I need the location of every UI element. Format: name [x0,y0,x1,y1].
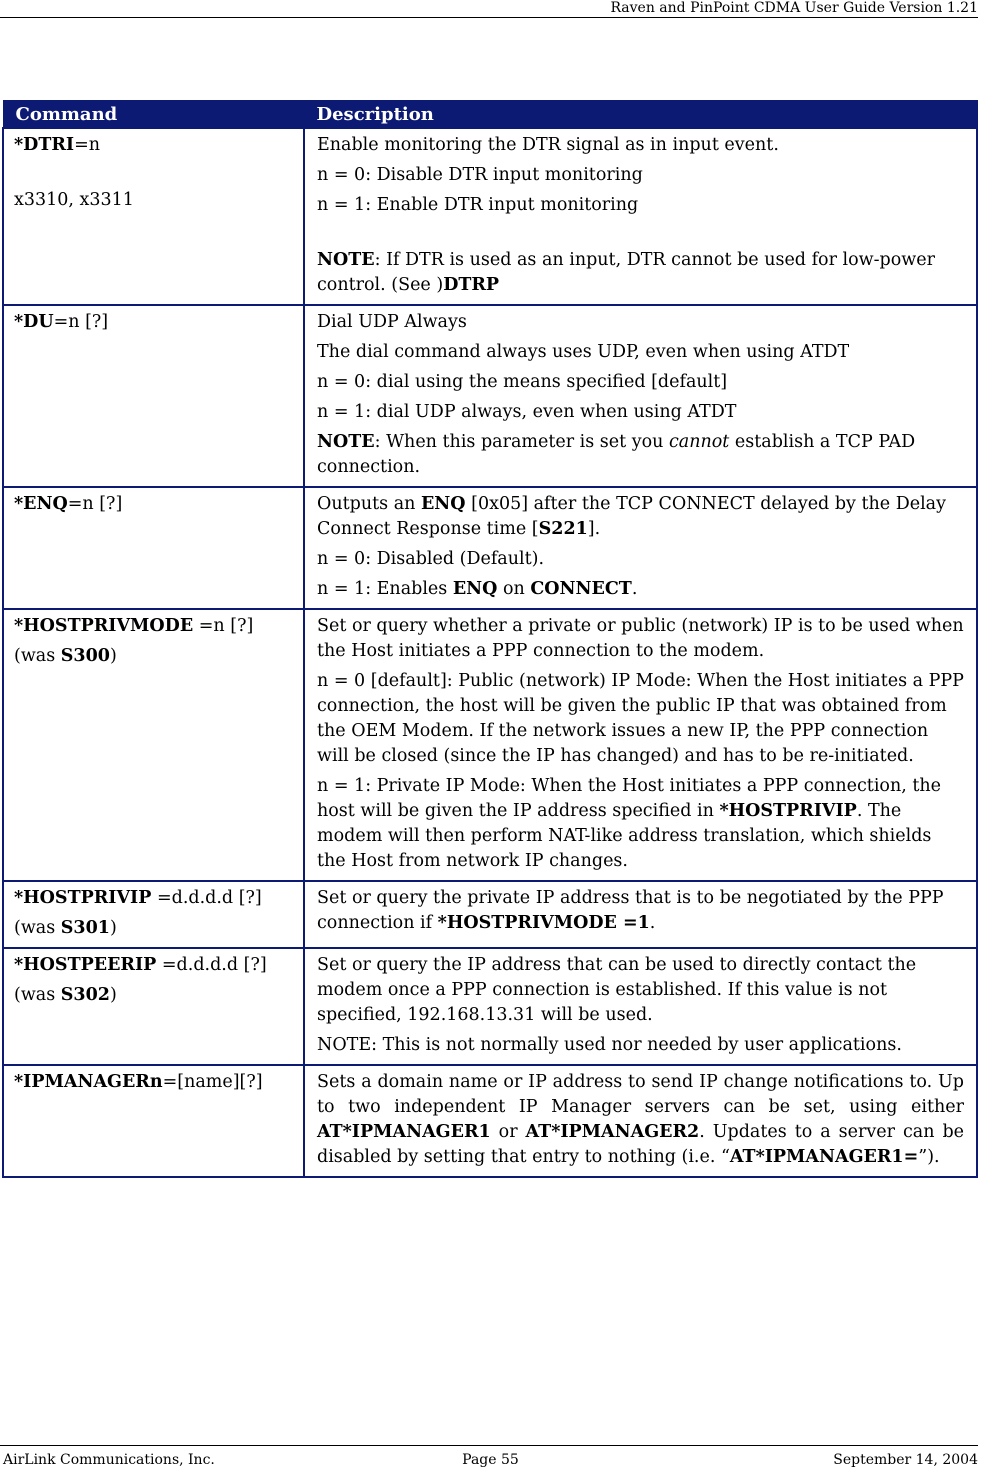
text: ) [109,646,117,666]
table-row [3,305,977,487]
command-line [14,614,299,639]
text: Dial UDP Always [317,312,467,332]
spacer [317,223,964,248]
description-line [317,774,964,874]
description-line [317,577,964,602]
text: =n [74,135,101,155]
table-row [3,881,977,948]
bold-text: AT*IPMANAGER2 [525,1122,700,1142]
text: . [631,579,638,599]
text: n = 1: Enable DTR input monitoring [317,195,639,215]
spacer [14,163,299,188]
text: (was [14,918,61,938]
command-line [14,188,299,213]
text: establish a TCP PAD connection. [317,432,916,477]
text: =d.d.d.d [?] [151,888,262,908]
description-cell [304,487,977,609]
page-header: Raven and PinPoint CDMA User Guide Version 1.21 [610,0,978,16]
command-line [14,916,299,941]
text: on [497,579,531,599]
bold-text: AT*IPMANAGER1= [729,1147,919,1167]
text: n = 0: Disable DTR input monitoring [317,165,643,185]
description-cell [304,1065,977,1177]
text: n = 0 [default]: Public (network) IP Mode: When the Host initiates a PPP connection, the host will be given the public IP that was obtained from the OEM Modem. If the network issues a new IP, the PPP connection will be closed (since the IP has changed) and has to be re-initiated. [317,671,964,766]
text: =n [?] [67,494,123,514]
page-footer [3,1452,978,1468]
description-cell [304,948,977,1065]
description-line [317,163,964,188]
command-table [2,100,978,1178]
command-cell [3,609,304,881]
table-header-row [3,101,977,129]
text: n = 1: Enables [317,579,453,599]
text: (was [14,646,61,666]
bold-text: *DTRI [14,135,75,155]
bold-text: S300 [60,646,110,666]
description-cell [304,305,977,487]
description-line [317,430,964,480]
text: . The modem will then perform NAT-like address translation, which shields the Host from network IP changes. [317,801,932,871]
text: . [649,913,656,933]
text: ”). [918,1147,940,1167]
column-header-command: Command [3,101,304,129]
bold-text: *DU [14,312,54,332]
text: x3310, x3311 [14,190,134,210]
description-line [317,370,964,395]
footer-page-number: Page 55 [462,1452,519,1468]
description-line [317,614,964,664]
command-cell [3,487,304,609]
bold-text: *IPMANAGERn [14,1072,163,1092]
text: [0x05] after the TCP CONNECT delayed by the Delay Connect Response time [ [317,494,947,539]
command-cell [3,128,304,305]
description-line [317,1033,964,1058]
description-line [317,193,964,218]
text: Set or query whether a private or public (network) IP is to be used when the Host initiates a PPP connection to the modem. [317,616,964,661]
footer-company: AirLink Communications, Inc. [3,1452,215,1468]
table-row [3,948,977,1065]
bold-text: *HOSTPRIVIP [719,801,857,821]
text: Set or query the private IP address that is to be negotiated by the PPP connection if [317,888,944,933]
description-line [317,886,964,936]
description-cell [304,609,977,881]
text: n = 1: dial UDP always, even when using ATDT [317,402,737,422]
bold-text: *HOSTPRIVMODE [14,616,194,636]
text: =d.d.d.d [?] [156,955,267,975]
bold-text: *HOSTPEERIP [14,955,157,975]
text: Sets a domain name or IP address to send IP change notifications to. Up to two independent IP Manager servers can be set, using either [317,1072,964,1117]
description-line [317,492,964,542]
bold-text: S302 [60,985,110,1005]
bold-text: AT*IPMANAGER1 [317,1122,491,1142]
footer-rule [0,1445,978,1446]
command-line [14,953,299,978]
description-line [317,310,964,335]
bold-text: ENQ [452,579,498,599]
text: : When this parameter is set you [374,432,669,452]
text: or [490,1122,526,1142]
description-line [317,340,964,365]
command-line [14,492,299,517]
description-line [317,547,964,572]
command-line [14,886,299,911]
text: Set or query the IP address that can be used to directly contact the modem once a PPP connection is established. If this value is not specified, 192.168.13.31 will be used. [317,955,917,1025]
text: =n [?] [53,312,109,332]
bold-text: *HOSTPRIVIP [14,888,152,908]
text: ) [109,918,117,938]
text: =[name][?] [162,1072,263,1092]
table-row [3,487,977,609]
description-line [317,400,964,425]
text: The dial command always uses UDP, even when using ATDT [317,342,850,362]
description-line [317,248,964,298]
text: ]. [587,519,601,539]
description-line [317,1070,964,1170]
command-cell [3,881,304,948]
column-header-description: Description [304,101,977,129]
command-cell [3,948,304,1065]
text: n = 0: dial using the means specified [default] [317,372,728,392]
text: : If DTR is used as an input, DTR cannot be used for low-power control. (See [317,250,935,295]
bold-text: CONNECT [530,579,632,599]
command-line [14,983,299,1008]
bold-text: DTRP [443,275,500,295]
footer-date: September 14, 2004 [833,1452,978,1468]
bold-text: NOTE [317,432,375,452]
bold-text: S301 [60,918,110,938]
command-line [14,644,299,669]
text: ) [109,985,117,1005]
bold-text: NOTE [317,250,375,270]
text: NOTE: This is not normally used nor needed by user applications. [317,1035,902,1055]
text: . Updates to a server can be disabled by setting that entry to nothing (i.e. “ [317,1122,964,1167]
command-cell [3,305,304,487]
text: ) [436,275,444,295]
bold-text: *ENQ [14,494,68,514]
command-line [14,1070,299,1095]
text: n = 1: Private IP Mode: When the Host initiates a PPP connection, the host will be given the IP address specified in [317,776,942,821]
bold-text: ENQ [420,494,466,514]
table-row [3,128,977,305]
command-line [14,133,299,158]
text: =n [?] [193,616,254,636]
command-line [14,310,299,335]
description-cell [304,128,977,305]
text: Outputs an [317,494,421,514]
text: (was [14,985,61,1005]
description-line [317,669,964,769]
table-row [3,609,977,881]
description-line [317,953,964,1028]
bold-text: S221 [538,519,588,539]
text: Enable monitoring the DTR signal as in input event. [317,135,779,155]
text: n = 0: Disabled (Default). [317,549,545,569]
command-cell [3,1065,304,1177]
table-row [3,1065,977,1177]
italic-text: cannot [669,432,730,452]
header-rule [0,17,978,18]
bold-text: *HOSTPRIVMODE =1 [437,913,650,933]
description-line [317,133,964,158]
description-cell [304,881,977,948]
